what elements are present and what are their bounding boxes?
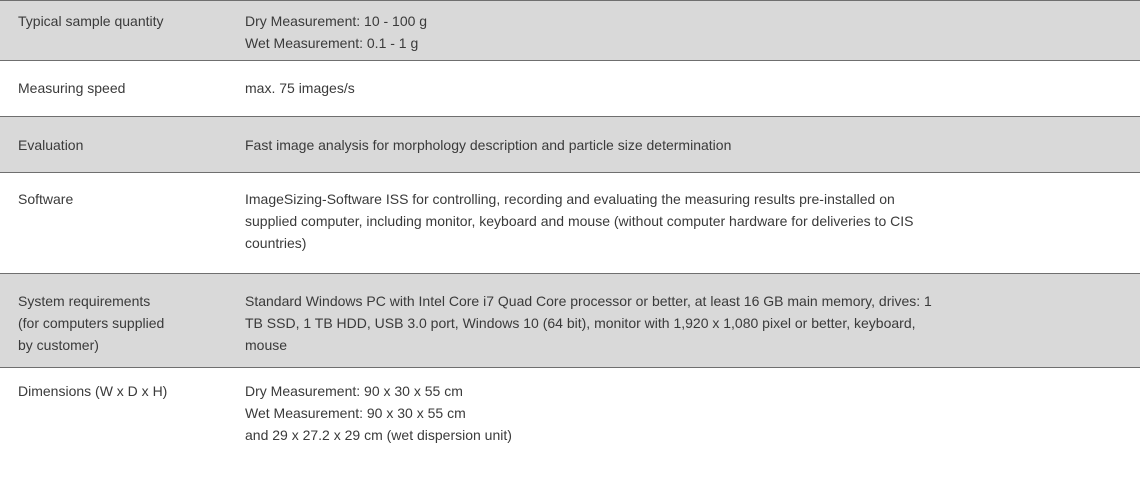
spec-label [0,290,245,367]
spec-row-sample-quantity [0,1,1140,61]
spec-row-system-requirements [0,274,1140,368]
spec-row-evaluation [0,117,1140,173]
spec-value [245,380,1140,454]
spec-label [0,77,245,116]
value-line: TB SSD, 1 TB HDD, USB 3.0 port, Windows 10 (64 bit), monitor with 1,920 x 1,080 pixel or better, keyboard, [245,315,916,331]
spec-value [245,188,1140,273]
spec-label [0,134,245,172]
value-line: Fast image analysis for morphology description and particle size determination [245,137,732,153]
label-line: System requirements [18,293,151,309]
label-line: Evaluation [18,137,84,153]
label-line: Software [18,191,74,207]
spec-value [245,134,1140,172]
value-line: Wet Measurement: 0.1 - 1 g [245,35,419,51]
label-line: by customer) [18,337,99,353]
spec-label [0,380,245,454]
spec-value [245,10,1140,60]
label-line: Typical sample quantity [18,13,164,29]
spec-row-dimensions [0,368,1140,454]
value-line: max. 75 images/s [245,80,355,96]
value-line: Wet Measurement: 90 x 30 x 55 cm [245,405,466,421]
spec-label [0,10,245,60]
value-line: Dry Measurement: 90 x 30 x 55 cm [245,383,463,399]
spec-value [245,77,1140,116]
spec-row-measuring-speed [0,61,1140,117]
spec-value [245,290,1140,367]
value-line: mouse [245,337,288,353]
value-line: supplied computer, including monitor, keyboard and mouse (without computer hardware for deliveries to CIS [245,213,914,229]
value-line: countries) [245,235,307,251]
value-line: ImageSizing-Software ISS for controlling, recording and evaluating the measuring results pre-installed on [245,191,895,207]
label-line: Measuring speed [18,80,126,96]
spec-row-software [0,173,1140,274]
value-line: and 29 x 27.2 x 29 cm (wet dispersion unit) [245,427,512,443]
value-line: Standard Windows PC with Intel Core i7 Quad Core processor or better, at least 16 GB main memory, drives: 1 [245,293,932,309]
spec-label [0,188,245,273]
value-line: Dry Measurement: 10 - 100 g [245,13,428,29]
label-line: Dimensions (W x D x H) [18,383,168,399]
label-line: (for computers supplied [18,315,165,331]
